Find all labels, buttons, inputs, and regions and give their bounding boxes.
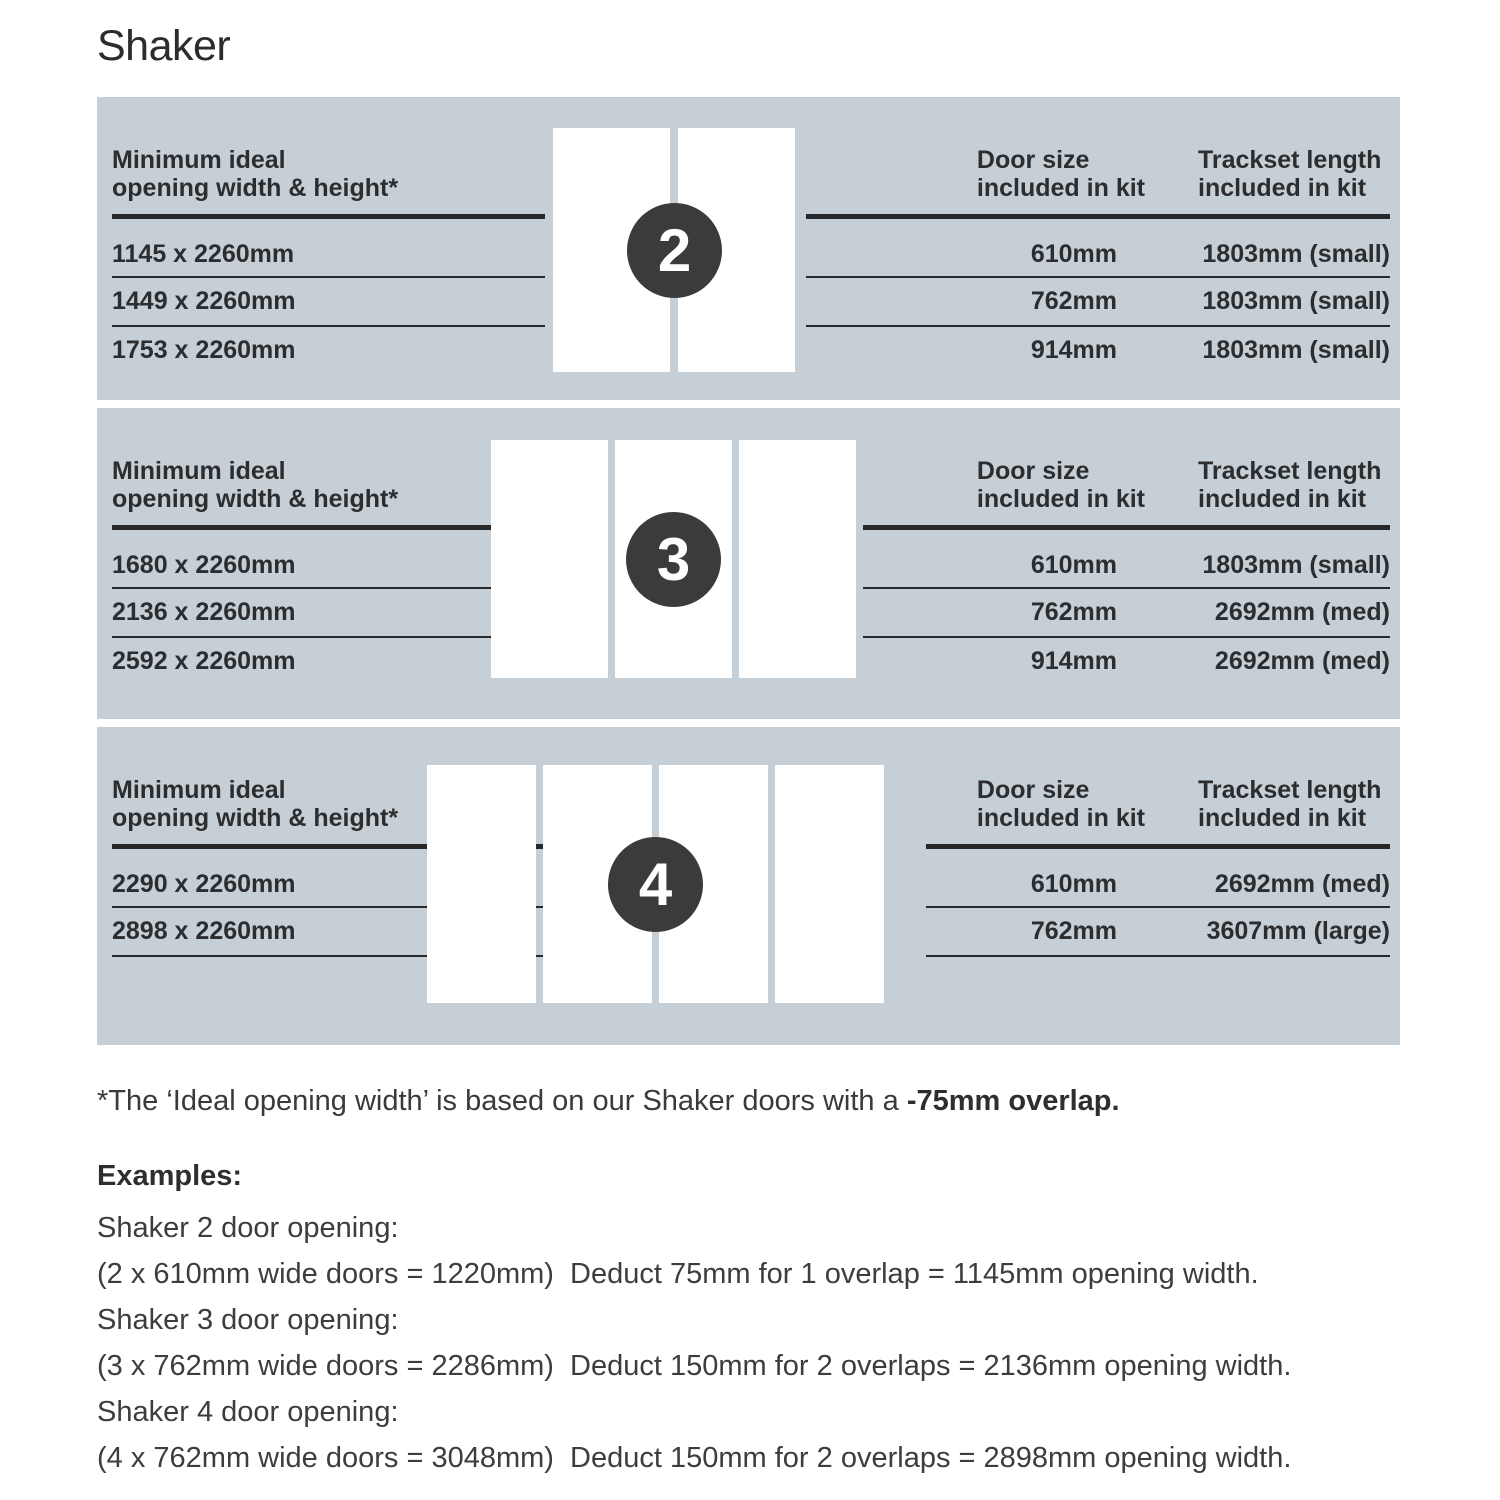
footnote-text: *The ‘Ideal opening width’ is based on our Shaker doors with a — [97, 1085, 907, 1117]
kit-table-header — [926, 727, 1390, 844]
door-size-value: 610mm — [1030, 551, 1117, 579]
opening-header-line2: opening width & height* — [112, 485, 399, 513]
door-panel — [427, 765, 536, 1003]
opening-row: 2592 x 2260mm — [112, 647, 296, 675]
opening-header-line1: Minimum ideal — [112, 146, 286, 174]
opening-header-line2: opening width & height* — [112, 174, 399, 202]
door-count-badge: 2 — [627, 203, 722, 298]
kit-row — [806, 219, 1390, 278]
example-line: Shaker 4 door opening: — [97, 1396, 399, 1428]
trackset-value: 1803mm (small) — [1202, 336, 1390, 364]
example-line: Shaker 3 door opening: — [97, 1304, 399, 1336]
kit-row — [863, 638, 1390, 685]
opening-table-header — [112, 97, 545, 214]
kit-table-header — [806, 97, 1390, 214]
opening-header-line1: Minimum ideal — [112, 457, 286, 485]
door-size-value: 914mm — [1030, 647, 1117, 675]
door-size-value: 610mm — [1030, 870, 1117, 898]
door-size-value: 914mm — [1030, 336, 1117, 364]
door-panel — [775, 765, 884, 1003]
opening-row: 2898 x 2260mm — [112, 908, 545, 957]
opening-row: 2290 x 2260mm — [112, 849, 545, 908]
door-panel — [739, 440, 856, 678]
opening-row: 1680 x 2260mm — [112, 530, 545, 589]
door-panel — [491, 440, 608, 678]
trackset-header: Trackset length included in kit — [1198, 457, 1382, 513]
kit-row — [863, 530, 1390, 589]
trackset-header: Trackset length included in kit — [1198, 776, 1382, 832]
example-line: (3 x 762mm wide doors = 2286mm) Deduct 150mm for 2 overlaps = 2136mm opening width. — [97, 1350, 1292, 1382]
trackset-value: 1803mm (small) — [1202, 551, 1390, 579]
door-count-badge: 3 — [626, 512, 721, 607]
door-size-header: Door size included in kit — [976, 457, 1145, 513]
kit-row — [806, 278, 1390, 327]
example-line: Shaker 2 door opening: — [97, 1212, 399, 1244]
kit-row — [806, 327, 1390, 374]
kit-contents-table — [863, 408, 1390, 685]
panel-3-door — [97, 408, 1400, 719]
page-title: Shaker — [97, 22, 231, 70]
kit-row — [926, 849, 1390, 908]
kit-contents-table — [806, 97, 1390, 374]
examples-heading: Examples: — [97, 1160, 243, 1192]
trackset-value: 2692mm (med) — [1214, 870, 1390, 898]
footnote — [97, 1085, 1120, 1118]
footnote-bold-text: -75mm overlap. — [906, 1085, 1120, 1117]
kit-row — [926, 908, 1390, 957]
opening-row: 1145 x 2260mm — [112, 219, 545, 278]
opening-size-table — [112, 408, 545, 685]
trackset-value: 1803mm (small) — [1202, 287, 1390, 315]
door-size-header: Door size included in kit — [976, 776, 1145, 832]
door-count-badge: 4 — [608, 837, 703, 932]
opening-header-line1: Minimum ideal — [112, 776, 286, 804]
panel-2-door — [97, 97, 1400, 400]
opening-row: 1753 x 2260mm — [112, 336, 296, 364]
door-size-value: 610mm — [1030, 240, 1117, 268]
trackset-value: 1803mm (small) — [1202, 240, 1390, 268]
door-size-value: 762mm — [1030, 287, 1117, 315]
trackset-value: 2692mm (med) — [1214, 598, 1390, 626]
opening-row: 2136 x 2260mm — [112, 589, 545, 638]
opening-header-line2: opening width & height* — [112, 804, 399, 832]
kit-row — [863, 589, 1390, 638]
opening-size-table — [112, 97, 545, 374]
kit-table-header — [863, 408, 1390, 525]
door-size-value: 762mm — [1030, 917, 1117, 945]
opening-row: 1449 x 2260mm — [112, 278, 545, 327]
example-line: (2 x 610mm wide doors = 1220mm) Deduct 75mm for 1 overlap = 1145mm opening width. — [97, 1258, 1259, 1290]
trackset-header: Trackset length included in kit — [1198, 146, 1382, 202]
kit-contents-table — [926, 727, 1390, 957]
examples-block — [97, 1205, 1291, 1481]
opening-table-header — [112, 408, 545, 525]
example-line: (4 x 762mm wide doors = 3048mm) Deduct 150mm for 2 overlaps = 2898mm opening width. — [97, 1442, 1292, 1474]
door-size-header: Door size included in kit — [976, 146, 1145, 202]
door-size-value: 762mm — [1030, 598, 1117, 626]
trackset-value: 2692mm (med) — [1214, 647, 1390, 675]
panel-4-door — [97, 727, 1400, 1045]
trackset-value: 3607mm (large) — [1206, 917, 1390, 945]
